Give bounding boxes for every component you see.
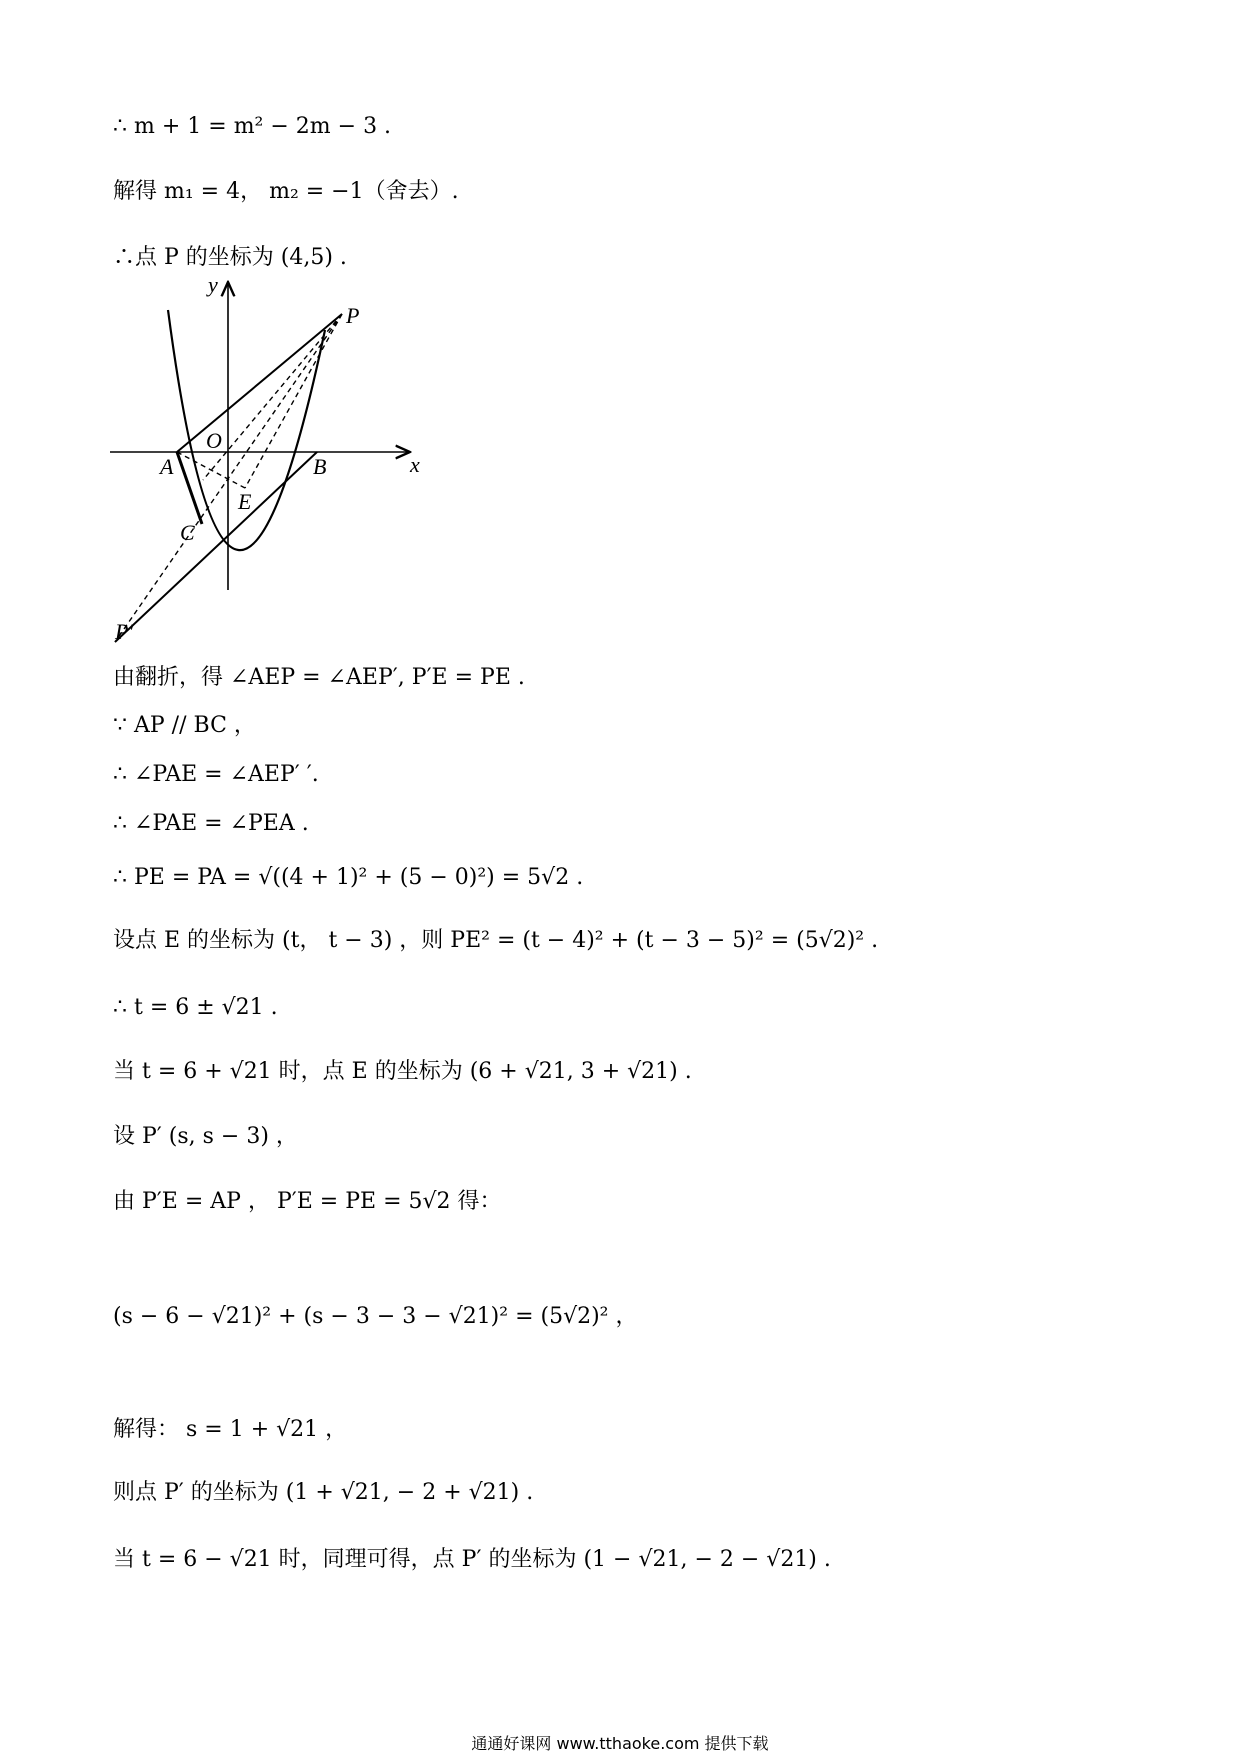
label-a: A (160, 454, 174, 479)
label-b: B (313, 454, 327, 479)
label-p: P (346, 303, 360, 328)
line-16: 则点 P′ 的坐标为 (1 + √21, − 2 + √21) . (113, 1480, 534, 1505)
segment-ac (177, 452, 202, 524)
line-1: ∴ m + 1 = m² − 2m − 3 . (113, 114, 392, 139)
label-p-prime: P′ (115, 619, 134, 644)
dashed-pe (245, 314, 342, 488)
label-c: C (180, 520, 195, 545)
line-2: 解得 m₁ = 4， m₂ = −1（舍去）. (113, 179, 459, 204)
line-bc (115, 452, 317, 642)
line-3: ∴点 P 的坐标为 (4,5) . (113, 245, 347, 270)
line-7: ∴ ∠PAE = ∠PEA . (113, 811, 309, 836)
parabola-figure (110, 280, 430, 660)
line-9: 设点 E 的坐标为 (t， t − 3) ，则 PE² = (t − 4)² + (t − 3 − 5)² = (5√2)² . (113, 928, 879, 953)
segment-ap (177, 314, 342, 452)
label-o: O (206, 428, 222, 453)
line-6: ∴ ∠PAE = ∠AEP′ ′. (113, 762, 319, 787)
label-x: x (410, 452, 420, 477)
parabola-curve (168, 310, 325, 550)
line-11: 当 t = 6 + √21 时，点 E 的坐标为 (6 + √21, 3 + √21) . (113, 1059, 692, 1084)
line-15: 解得： s = 1 + √21 ， (113, 1417, 348, 1442)
footer-credit: 通通好课网 www.tthaoke.com 提供下载 (471, 1734, 769, 1753)
line-14: (s − 6 − √21)² + (s − 3 − 3 − √21)² = (5√2)² ， (113, 1304, 638, 1329)
line-13: 由 P′E = AP ， P′E = PE = 5√2 得： (113, 1189, 502, 1214)
line-17: 当 t = 6 − √21 时，同理可得，点 P′ 的坐标为 (1 − √21, − 2 − √21) . (113, 1547, 831, 1572)
line-12: 设 P′ (s, s − 3) ， (113, 1124, 298, 1149)
label-e: E (238, 489, 252, 514)
line-4: 由翻折，得 ∠AEP = ∠AEP′, P′E = PE . (113, 665, 525, 690)
line-8: ∴ PE = PA = √((4 + 1)² + (5 − 0)²) = 5√2 . (113, 865, 584, 890)
label-y: y (208, 280, 218, 297)
line-5: ∵ AP // BC ， (113, 713, 256, 738)
line-10: ∴ t = 6 ± √21 . (113, 995, 278, 1020)
